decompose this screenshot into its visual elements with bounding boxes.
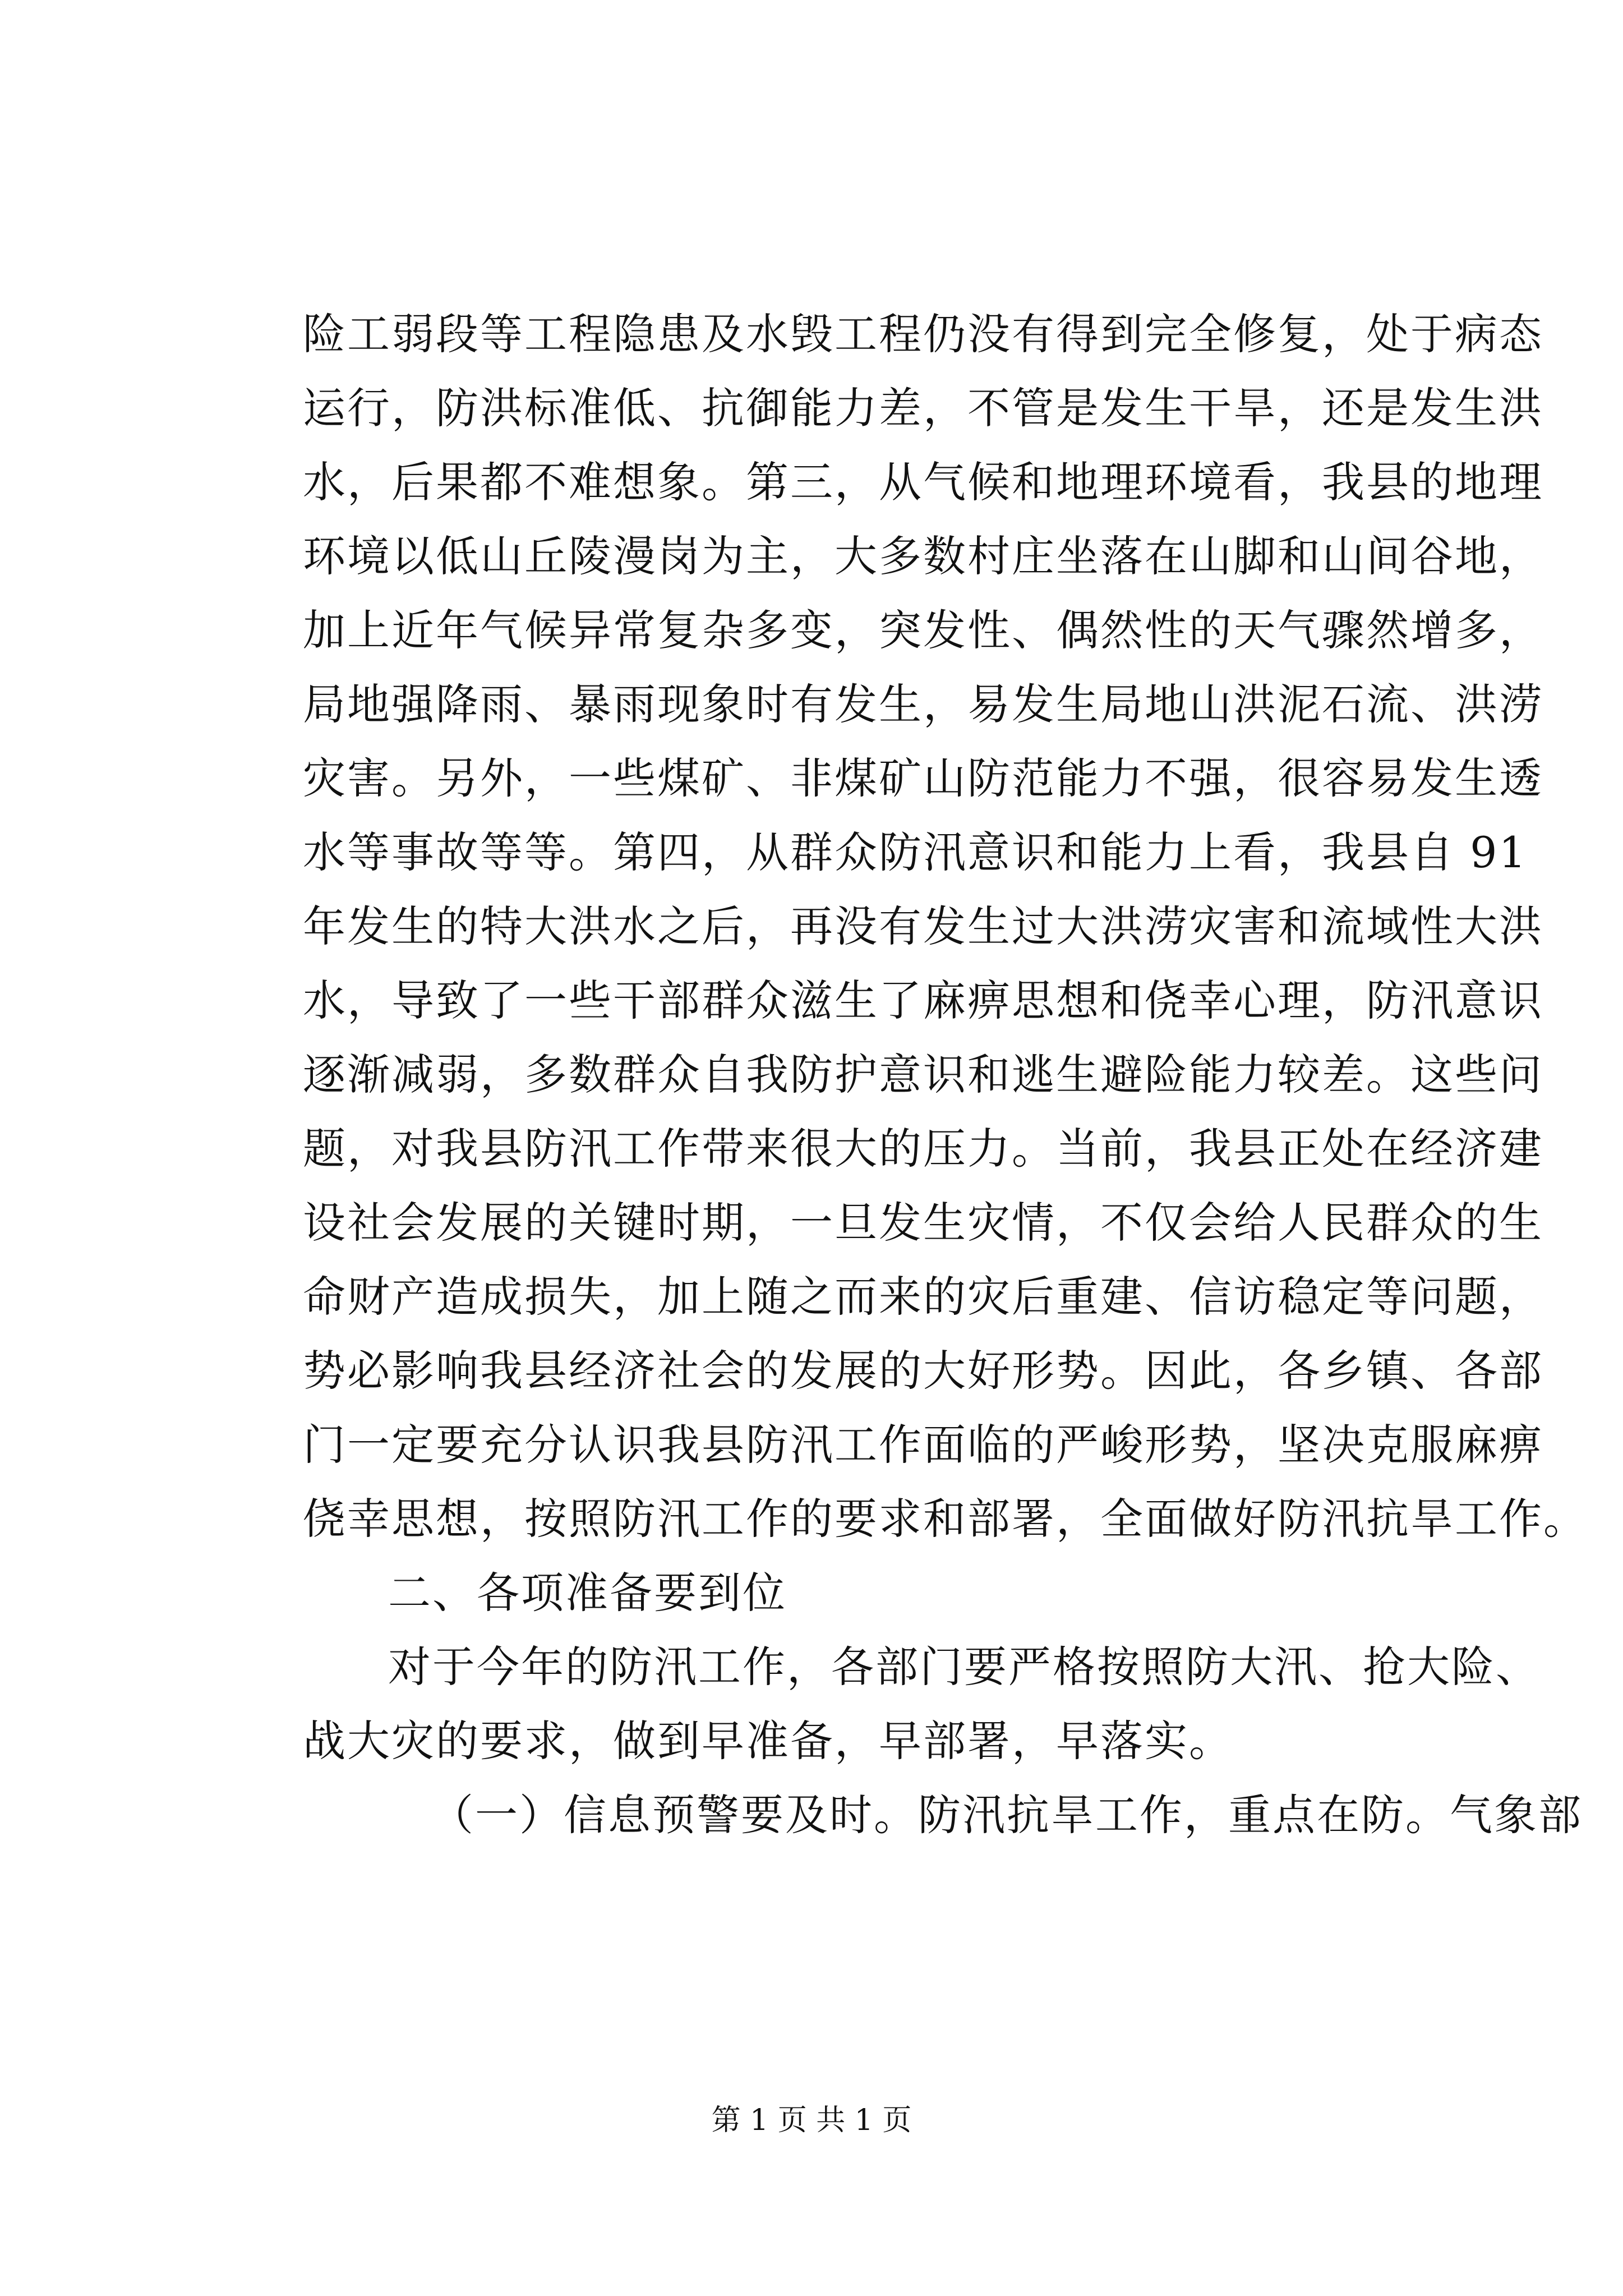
document-body <box>303 297 1588 1852</box>
text-line: 环境以低山丘陵漫岗为主，大多数村庄坐落在山脚和山间谷地， <box>303 531 1543 581</box>
section-heading: 二、各项准备要到位 <box>388 1568 787 1618</box>
text-line: 水，导致了一些干部群众滋生了麻痹思想和侥幸心理，防汛意识 <box>303 976 1543 1025</box>
text-line: 题，对我县防汛工作带来很大的压力。当前，我县正处在经济建 <box>303 1124 1543 1174</box>
text-line: 加上近年气候异常复杂多变，突发性、偶然性的天气骤然增多， <box>303 605 1543 655</box>
text-line: 险工弱段等工程隐患及水毁工程仍没有得到完全修复，处于病态 <box>303 309 1543 359</box>
text-line: 战大灾的要求，做到早准备，早部署，早落实。 <box>303 1716 1233 1766</box>
text-line: 设社会发展的关键时期，一旦发生灾情，不仅会给人民群众的生 <box>303 1198 1543 1248</box>
text-line: 灾害。另外，一些煤矿、非煤矿山防范能力不强，很容易发生透 <box>303 753 1543 803</box>
text-line: 运行，防洪标准低、抗御能力差，不管是发生干旱，还是发生洪 <box>303 383 1543 433</box>
page-footer <box>0 2101 1623 2140</box>
text-line: 门一定要充分认识我县防汛工作面临的严峻形势，坚决克服麻痹 <box>303 1420 1543 1470</box>
subsection-line: （一）信息预警要及时。防汛抗旱工作，重点在防。气象部 <box>431 1790 1583 1840</box>
text-line: 侥幸思想，按照防汛工作的要求和部署，全面做好防汛抗旱工作。 <box>303 1494 1588 1544</box>
text-line: 逐渐减弱，多数群众自我防护意识和逃生避险能力较差。这些问 <box>303 1050 1543 1099</box>
paragraph-first-line: 对于今年的防汛工作，各部门要严格按照防大汛、抢大险、 <box>388 1642 1540 1692</box>
page-number-label: 第 1 页 共 1 页 <box>711 2104 912 2137</box>
text-line: 年发生的特大洪水之后，再没有发生过大洪涝灾害和流域性大洪 <box>303 901 1543 951</box>
text-line: 水，后果都不难想象。第三，从气候和地理环境看，我县的地理 <box>303 457 1543 507</box>
text-line: 水等事故等等。第四，从群众防汛意识和能力上看，我县自 91 <box>303 827 1528 877</box>
text-line: 势必影响我县经济社会的发展的大好形势。因此，各乡镇、各部 <box>303 1346 1543 1396</box>
text-line: 命财产造成损失，加上随之而来的灾后重建、信访稳定等问题， <box>303 1272 1543 1322</box>
text-line: 局地强降雨、暴雨现象时有发生，易发生局地山洪泥石流、洪涝 <box>303 679 1543 729</box>
